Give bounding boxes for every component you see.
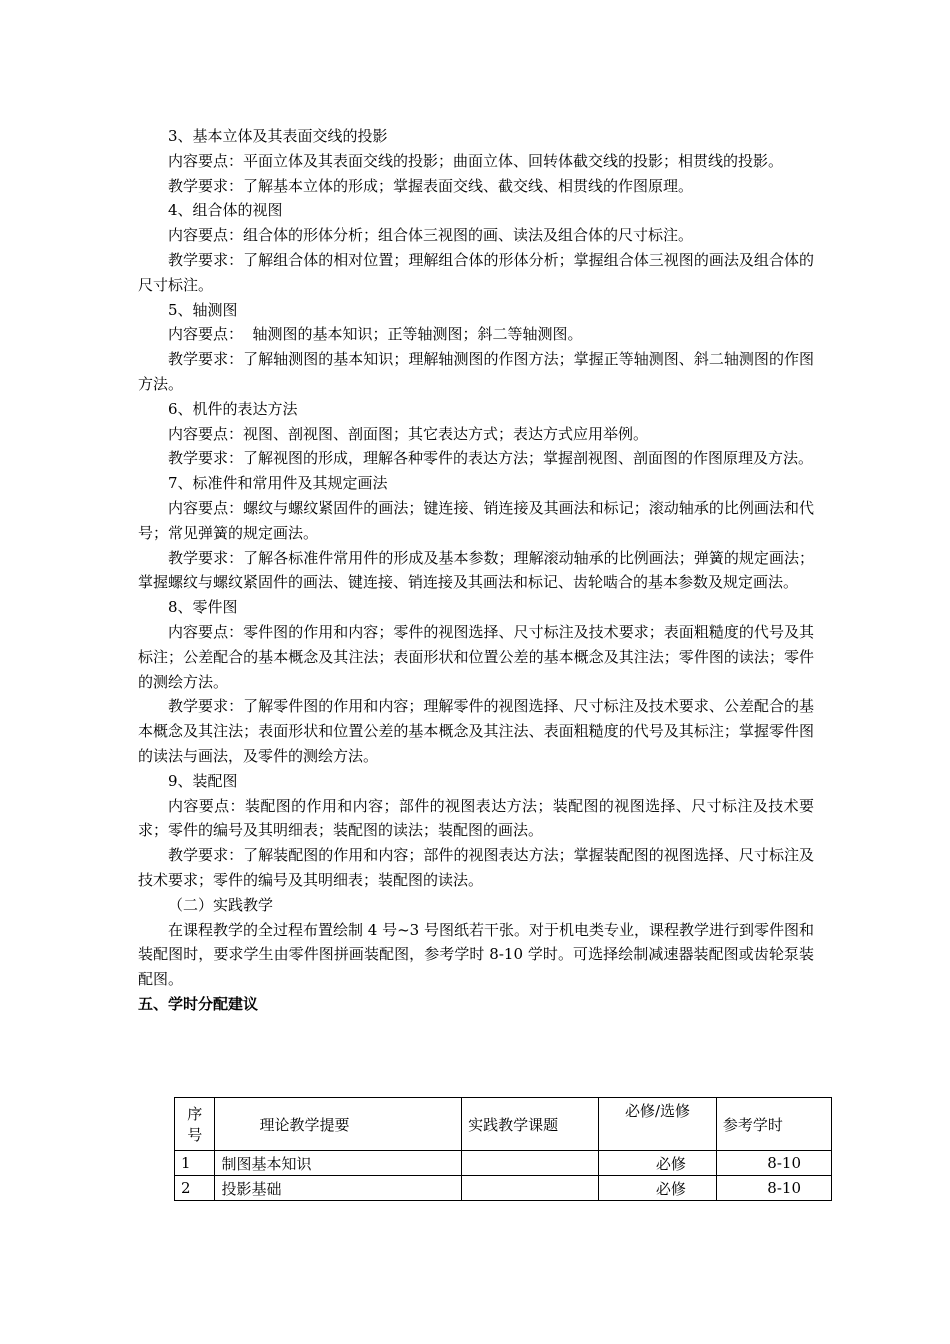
content-points: 内容要点： 轴测图的基本知识；正等轴测图；斜二等轴测图。: [168, 325, 583, 344]
document-body: [138, 124, 814, 1016]
header-practice: 实践教学课题: [462, 1098, 599, 1151]
hours-allocation-table: [174, 1097, 832, 1201]
section-title: 4、组合体的视图: [168, 201, 283, 220]
content-points: 内容要点：视图、剖视图、剖面图；其它表达方式；表达方式应用举例。: [168, 424, 649, 443]
teaching-requirements: 教学要求：了解零件图的作用和内容；理解零件的视图选择、尺寸标注及技术要求、公差配合的基本概念及其注法；表面形状和位置公差的基本概念及其注法、表面粗糙度的代号及其标注；掌握零件图的读法与画法，及零件的测绘方法。: [138, 697, 814, 765]
cell-seq: 1: [175, 1151, 215, 1176]
content-points: 内容要点：螺纹与螺纹紧固件的画法；键连接、销连接及其画法和标记；滚动轴承的比例画法和代号；常见弹簧的规定画法。: [138, 498, 814, 542]
section-title: 8、零件图: [168, 598, 238, 617]
section-title: 7、标准件和常用件及其规定画法: [168, 474, 388, 493]
content-points: 内容要点：零件图的作用和内容；零件的视图选择、尺寸标注及技术要求；表面粗糙度的代号及其标注；公差配合的基本概念及其注法；表面形状和位置公差的基本概念及其注法；零件图的读法；零件的测绘方法。: [138, 622, 814, 691]
table-row: [175, 1151, 832, 1176]
teaching-requirements: 教学要求：了解基本立体的形成；掌握表面交线、截交线、相贯线的作图原理。: [168, 176, 694, 195]
cell-theory: 制图基本知识: [215, 1151, 462, 1176]
cell-hours: 8-10: [716, 1176, 831, 1201]
cell-theory: 投影基础: [215, 1176, 462, 1201]
header-hours: 参考学时: [716, 1098, 831, 1151]
content-points: 内容要点：平面立体及其表面交线的投影；曲面立体、回转体截交线的投影；相贯线的投影。: [168, 151, 784, 170]
header-required-elective: 必修/选修: [599, 1098, 717, 1151]
section-title: 6、机件的表达方法: [168, 399, 298, 418]
table-row: [175, 1176, 832, 1201]
content-points: 内容要点：装配图的作用和内容；部件的视图表达方法；装配图的视图选择、尺寸标注及技术要求；零件的编号及其明细表；装配图的读法；装配图的画法。: [138, 796, 814, 840]
teaching-requirements: 教学要求：了解视图的形成，理解各种零件的表达方法；掌握剖视图、剖面图的作图原理及方法。: [168, 449, 814, 468]
cell-hours: 8-10: [716, 1151, 831, 1176]
teaching-requirements: 教学要求：了解轴测图的基本知识；理解轴测图的作图方法；掌握正等轴测图、斜二轴测图的作图方法。: [138, 350, 814, 393]
teaching-requirements: 教学要求：了解组合体的相对位置；理解组合体的形体分析；掌握组合体三视图的画法及组合体的尺寸标注。: [138, 250, 814, 294]
hours-section-title: 五、学时分配建议: [138, 994, 259, 1013]
practice-title: （二）实践教学: [168, 895, 274, 914]
cell-practice: [462, 1176, 599, 1201]
cell-practice: [462, 1151, 599, 1176]
section-title: 9、装配图: [168, 771, 238, 790]
cell-seq: 2: [175, 1176, 215, 1201]
header-seq: 序号: [175, 1098, 215, 1151]
content-points: 内容要点：组合体的形体分析；组合体三视图的画、读法及组合体的尺寸标注。: [168, 226, 694, 245]
teaching-requirements: 教学要求：了解装配图的作用和内容；部件的视图表达方法；掌握装配图的视图选择、尺寸标注及技术要求；零件的编号及其明细表；装配图的读法。: [138, 846, 814, 889]
teaching-requirements: 教学要求：了解各标准件常用件的形成及基本参数；理解滚动轴承的比例画法；弹簧的规定画法；掌握螺纹与螺纹紧固件的画法、键连接、销连接及其画法和标记、齿轮啮合的基本参数及规定画法。: [138, 548, 814, 592]
cell-required-elective: 必修: [599, 1151, 717, 1176]
practice-body: 在课程教学的全过程布置绘制 4 号~3 号图纸若干张。对于机电类专业，课程教学进行到零件图和装配图时，要求学生由零件图拼画装配图，参考学时 8-10 学时。可选择绘制减速器装配图或齿轮泵装配图。: [138, 920, 814, 989]
section-title: 3、基本立体及其表面交线的投影: [168, 127, 388, 145]
table-header-row: [175, 1098, 832, 1151]
section-title: 5、轴测图: [168, 300, 238, 319]
header-theory: 理论教学提要: [215, 1098, 462, 1151]
cell-required-elective: 必修: [599, 1176, 717, 1201]
